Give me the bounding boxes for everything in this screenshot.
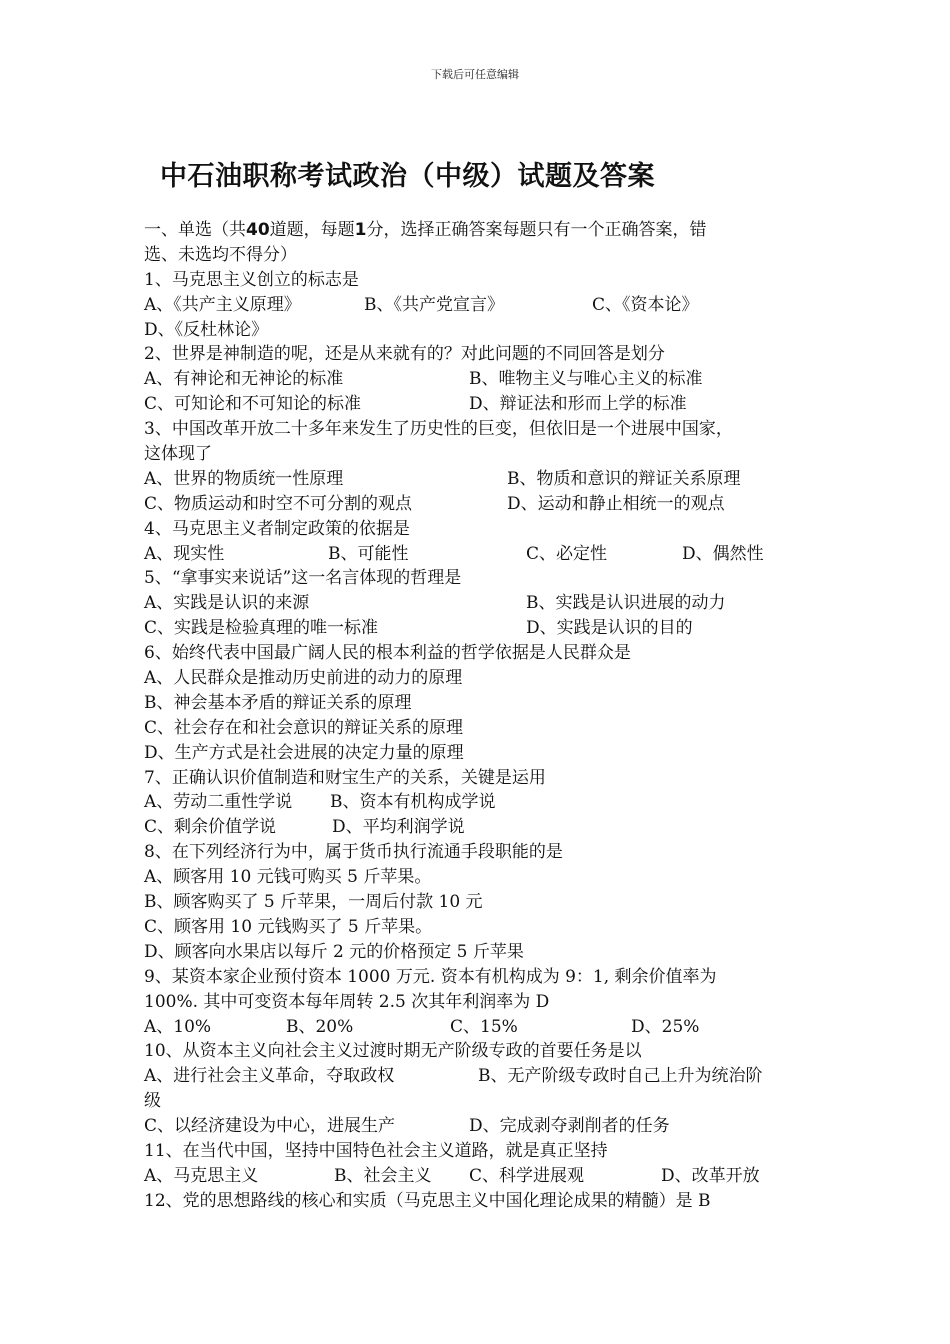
q8-option-c: [144, 915, 804, 940]
option-a: A、有神论和无神论的标准: [144, 369, 344, 390]
question-stem: 8、在下列经济行为中，属于货币执行流通手段职能的是: [144, 842, 563, 863]
q10-options-2: [144, 1114, 804, 1139]
q1-options: [144, 293, 804, 318]
document-body: [144, 218, 804, 1214]
option-c: C、科学进展观: [469, 1165, 585, 1186]
option-b: B、顾客购买了 5 斤苹果，一周后付款 10 元: [144, 892, 483, 913]
q8-option-d: [144, 940, 804, 965]
q1-stem: [144, 268, 804, 293]
option-d: D、运动和静止相统一的观点: [507, 493, 725, 514]
option-b: B、实践是认识进展的动力: [526, 593, 726, 614]
option-d: D、生产方式是社会进展的决定力量的原理: [144, 742, 464, 763]
q7-options: [144, 790, 804, 815]
option-c: C、实践是检验真理的唯一标准: [144, 618, 379, 639]
option-d: D、完成剥夺剥削者的任务: [469, 1116, 670, 1137]
question-count: 40: [246, 220, 270, 240]
q3-options-2: [144, 492, 804, 517]
option-b: B、神会基本矛盾的辩证关系的原理: [144, 692, 412, 713]
question-stem: 7、正确认识价值制造和财宝生产的关系，关键是运用: [144, 767, 546, 788]
option-c: C、物质运动和时空不可分割的观点: [144, 493, 413, 514]
q8-option-b: [144, 890, 804, 915]
q5-stem: [144, 566, 804, 591]
option-a: A、实践是认识的来源: [144, 593, 310, 614]
option-b: B、资本有机构成学说: [330, 792, 496, 813]
q4-options: [144, 542, 804, 567]
q6-option-d: [144, 741, 804, 766]
section-heading-line-2: [144, 243, 804, 268]
section-heading-line-1: [144, 218, 804, 243]
option-a: A、现实性: [144, 543, 225, 564]
question-stem: 10、从资本主义向社会主义过渡时期无产阶级专政的首要任务是以: [144, 1041, 642, 1062]
q6-option-a: [144, 666, 804, 691]
q7-stem: [144, 766, 804, 791]
question-stem: 5、“拿事实来说话”这一名言体现的哲理是: [144, 568, 462, 589]
option-b-continued: 级: [144, 1091, 161, 1112]
question-stem: 2、世界是神制造的呢，还是从来就有的？对此问题的不同回答是划分: [144, 344, 665, 365]
option-d: D、25%: [631, 1016, 700, 1037]
q10-options-wrap: [144, 1089, 804, 1114]
option-c: C、顾客用 10 元钱购买了 5 斤苹果。: [144, 916, 433, 937]
q1-options-2: [144, 318, 804, 343]
q5-options: [144, 591, 804, 616]
option-a: A、顾客用 10 元钱可购买 5 斤苹果。: [144, 867, 432, 888]
section-heading-part: 选、未选均不得分）: [144, 244, 297, 265]
option-d: D、平均利润学说: [332, 817, 465, 838]
option-c: C、可知论和不可知论的标准: [144, 394, 362, 415]
option-d: D、实践是认识的目的: [526, 618, 693, 639]
option-b: B、物质和意识的辩证关系原理: [507, 468, 741, 489]
question-stem: 12、党的思想路线的核心和实质（马克思主义中国化理论成果的精髓）是 B: [144, 1190, 711, 1211]
section-heading-part: 分，选择正确答案每题只有一个正确答案，错: [366, 220, 707, 240]
q6-stem: [144, 641, 804, 666]
option-d: D、《反杜林论》: [144, 319, 269, 340]
option-a: A、马克思主义: [144, 1165, 259, 1186]
q2-options: [144, 367, 804, 392]
option-c: C、必定性: [526, 543, 608, 564]
q12-stem: [144, 1189, 804, 1214]
option-c: C、社会存在和社会意识的辩证关系的原理: [144, 717, 464, 738]
q8-stem: [144, 840, 804, 865]
question-stem: 3、中国改革开放二十多年来发生了历史性的巨变，但依旧是一个进展中国家，: [144, 419, 733, 440]
option-d: D、改革开放: [661, 1165, 760, 1186]
option-b: B、可能性: [328, 543, 409, 564]
q10-stem: [144, 1039, 804, 1064]
q6-option-b: [144, 691, 804, 716]
q5-options-2: [144, 616, 804, 641]
document-title: 中石油职称考试政治（中级）试题及答案: [160, 161, 655, 192]
option-a: A、10%: [144, 1016, 212, 1037]
option-b: B、无产阶级专政时自己上升为统治阶: [478, 1066, 763, 1087]
option-d: D、辩证法和形而上学的标准: [469, 394, 687, 415]
question-stem: 6、始终代表中国最广阔人民的根本利益的哲学依据是人民群众是: [144, 643, 631, 664]
option-d: D、顾客向水果店以每斤 2 元的价格预定 5 斤苹果: [144, 941, 524, 962]
option-b: B、《共产党宣言》: [364, 294, 504, 315]
option-c: C、《资本论》: [592, 294, 699, 315]
q10-options: [144, 1064, 804, 1089]
q3-options: [144, 467, 804, 492]
question-stem: 100%. 其中可变资本每年周转 2.5 次其年利润率为 D: [144, 991, 550, 1012]
option-c: C、剩余价值学说: [144, 817, 277, 838]
question-stem: 1、马克思主义创立的标志是: [144, 269, 359, 290]
question-stem: 这体现了: [144, 444, 212, 465]
option-a: A、劳动二重性学说: [144, 792, 293, 813]
option-a: A、进行社会主义革命，夺取政权: [144, 1066, 395, 1087]
points-per-question: 1: [354, 220, 367, 240]
q6-option-c: [144, 716, 804, 741]
option-b: B、社会主义: [334, 1165, 432, 1186]
option-b: B、唯物主义与唯心主义的标准: [469, 369, 703, 390]
option-a: A、人民群众是推动历史前进的动力的原理: [144, 668, 463, 689]
option-d: D、偶然性: [682, 543, 764, 564]
q11-options: [144, 1164, 804, 1189]
section-heading-part: 道题，每题: [269, 220, 355, 240]
q8-option-a: [144, 865, 804, 890]
option-b: B、20%: [286, 1016, 354, 1037]
q4-stem: [144, 517, 804, 542]
option-a: A、《共产主义原理》: [144, 294, 301, 315]
header-note: 下载后可任意编辑: [431, 68, 519, 81]
question-stem: 4、马克思主义者制定政策的依据是: [144, 518, 410, 539]
section-heading-part: 一、单选（共: [144, 220, 246, 240]
q3-stem-2: [144, 442, 804, 467]
option-a: A、世界的物质统一性原理: [144, 468, 344, 489]
question-stem: 11、在当代中国，坚持中国特色社会主义道路，就是真正坚持: [144, 1140, 608, 1161]
q7-options-2: [144, 815, 804, 840]
q9-stem-2: [144, 990, 804, 1015]
q2-stem: [144, 342, 804, 367]
q2-options-2: [144, 392, 804, 417]
q9-options: [144, 1015, 804, 1040]
option-c: C、15%: [450, 1016, 518, 1037]
q3-stem: [144, 417, 804, 442]
q11-stem: [144, 1139, 804, 1164]
q9-stem: [144, 965, 804, 990]
option-c: C、以经济建设为中心，进展生产: [144, 1116, 396, 1137]
question-stem: 9、某资本家企业预付资本 1000 万元. 资本有机构成为 9：1, 剩余价值率为: [144, 966, 717, 987]
